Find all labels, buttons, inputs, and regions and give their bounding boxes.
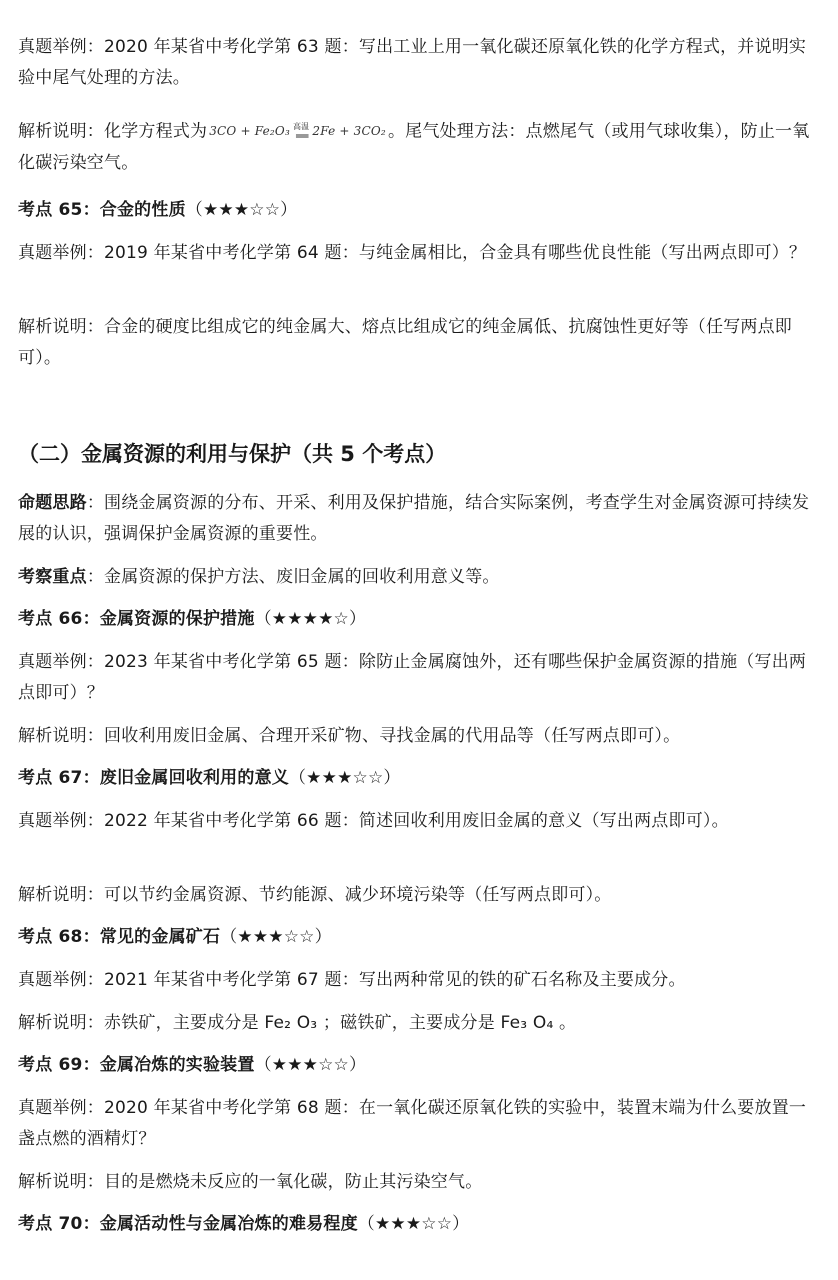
example-text: 真题举例：2023 年某省中考化学第 65 题：除防止金属腐蚀外，还有哪些保护金属资源的措施（写出两点即可）？	[18, 652, 807, 703]
explanation-paragraph	[18, 312, 818, 374]
explanation-paragraph	[18, 880, 818, 911]
idea-label: 命题思路	[18, 493, 87, 513]
focus-text: ：金属资源的保护方法、废旧金属的回收利用意义等。	[86, 567, 500, 587]
explanation-text: 解析说明：合金的硬度比组成它的纯金属大、熔点比组成它的纯金属低、抗腐蚀性更好等（任写两点即可）。	[18, 317, 792, 368]
explanation-text: 解析说明：赤铁矿，主要成分是 Fe₂ O₃ ；磁铁矿，主要成分是 Fe₃ O₄ 。	[18, 1013, 577, 1033]
star-rating: （★★★★☆）	[254, 609, 367, 629]
kaodian-heading	[18, 1050, 818, 1081]
explanation-text: 解析说明：目的是燃烧未反应的一氧化碳，防止其污染空气。	[18, 1172, 483, 1192]
equation-right: 2Fe + 3CO₂	[312, 124, 386, 138]
explanation-paragraph	[18, 116, 818, 179]
explanation-text: 解析说明：回收利用废旧金属、合理开采矿物、寻找金属的代用品等（任写两点即可）。	[18, 726, 681, 746]
explanation-paragraph	[18, 1008, 818, 1039]
example-text: 真题举例：2019 年某省中考化学第 64 题：与纯金属相比，合金具有哪些优良性能（写出两点即可）？	[18, 243, 807, 263]
kaodian-heading	[18, 195, 818, 226]
section-heading: （二）金属资源的利用与保护（共 5 个考点）	[18, 442, 447, 466]
focus-paragraph	[18, 562, 818, 593]
star-rating: （★★★☆☆）	[220, 927, 332, 947]
idea-text: ：围绕金属资源的分布、开采、利用及保护措施，结合实际案例，考查学生对金属资源可持续发展的认识，强调保护金属资源的重要性。	[18, 493, 810, 544]
explanation-text: 解析说明：可以节约金属资源、节约能源、减少环境污染等（任写两点即可）。	[18, 885, 612, 905]
example-text: 真题举例：2022 年某省中考化学第 66 题：简述回收利用废旧金属的意义（写出两点即可）。	[18, 811, 729, 831]
equation-condition: 高温	[292, 122, 310, 131]
example-paragraph	[18, 965, 818, 996]
kaodian-title: 考点 70：金属活动性与金属冶炼的难易程度	[18, 1214, 358, 1234]
equation-left: 3CO + Fe₂O₃	[209, 124, 290, 138]
kaodian-title: 考点 68：常见的金属矿石	[18, 927, 221, 947]
star-rating: （★★★☆☆）	[254, 1055, 367, 1075]
kaodian-heading	[18, 763, 818, 794]
idea-paragraph	[18, 488, 818, 550]
kaodian-title: 考点 69：金属冶炼的实验装置	[18, 1055, 255, 1075]
example-paragraph	[18, 806, 818, 837]
example-paragraph	[18, 647, 818, 709]
example-paragraph	[18, 1093, 818, 1155]
explanation-paragraph	[18, 721, 818, 752]
explanation-text: 解析说明：化学方程式为	[18, 121, 208, 142]
example-paragraph	[18, 32, 818, 94]
kaodian-heading	[18, 604, 818, 635]
star-rating: （★★★☆☆）	[185, 200, 298, 220]
star-rating: （★★★☆☆）	[357, 1214, 470, 1234]
kaodian-title: 考点 66：金属资源的保护措施	[18, 609, 255, 629]
kaodian-heading	[18, 922, 818, 953]
explanation-text-2: 。尾气处理方法：点燃尾气（或用气球收集），防止一氧化碳污染空气。	[18, 121, 810, 173]
example-text: 真题举例：2020 年某省中考化学第 63 题：写出工业上用一氧化碳还原氧化铁的化学方程式，并说明实验中尾气处理的方法。	[18, 37, 807, 88]
kaodian-heading	[18, 1209, 818, 1240]
star-rating: （★★★☆☆）	[288, 768, 401, 788]
focus-label: 考察重点	[18, 567, 87, 587]
chemical-equation	[209, 116, 386, 147]
example-text: 真题举例：2021 年某省中考化学第 67 题：写出两种常见的铁的矿石名称及主要成分。	[18, 970, 686, 990]
example-text: 真题举例：2020 年某省中考化学第 68 题：在一氧化碳还原氧化铁的实验中，装置末端为什么要放置一盏点燃的酒精灯？	[18, 1098, 807, 1149]
explanation-paragraph	[18, 1167, 818, 1198]
example-paragraph	[18, 238, 818, 269]
equation-condition-arrow: 高温 ══	[292, 122, 310, 143]
kaodian-title: 考点 67：废旧金属回收利用的意义	[18, 768, 289, 788]
kaodian-title: 考点 65：合金的性质	[18, 200, 186, 220]
